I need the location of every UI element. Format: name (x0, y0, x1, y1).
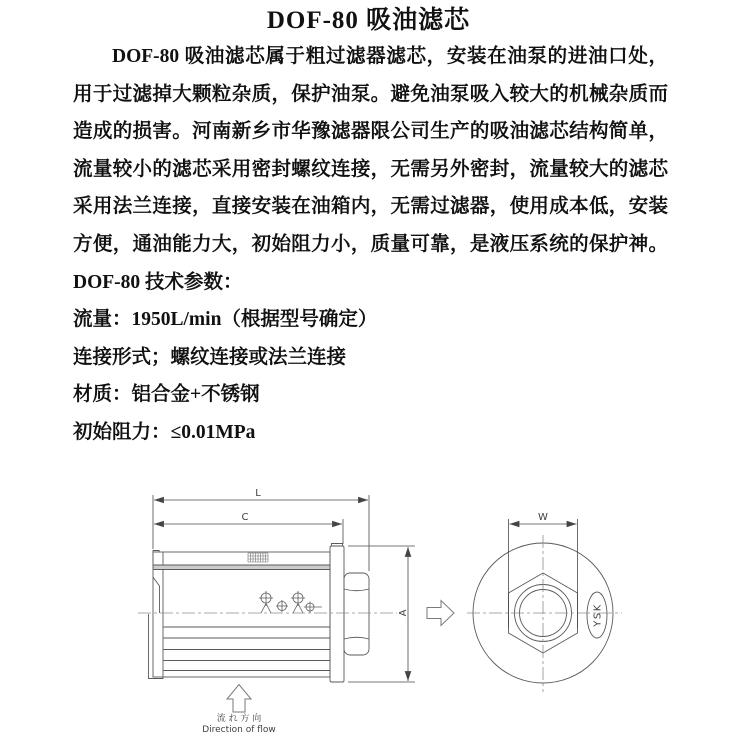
hex-nut-facet-bottom (344, 637, 369, 639)
hex-nut-side (344, 573, 369, 655)
flow-direction-arrow-icon (227, 685, 251, 713)
weld-detail-symbols (259, 591, 322, 613)
side-view (138, 544, 397, 683)
technical-drawing (0, 480, 737, 739)
paragraph-line: 方便，通油能力大，初始阻力小，质量可靠，是液压系统的保护神。 (73, 233, 668, 255)
seam-band (154, 565, 330, 570)
dimension-label-L: L (255, 488, 261, 499)
flow-direction-label-jp: 流 れ 方 向 (216, 714, 262, 724)
flow-direction (202, 685, 276, 736)
spec-line-heading: DOF-80 技术参数： (73, 271, 243, 293)
paragraph-line: 采用法兰连接，直接安装在油箱内，无需过滤器，使用成本低，安装 (73, 196, 668, 218)
left-cap-chamfer (153, 577, 160, 613)
dimension-label-W: W (538, 512, 548, 523)
spec-line-connection: 连接形式；螺纹连接或法兰连接 (73, 346, 347, 368)
dimension-L (153, 488, 369, 571)
dimension-label-A: A (398, 609, 409, 617)
paragraph-line: 用于过滤掉大颗粒杂质，保护油泵。避免油泵吸入较大的机械杂质而 (73, 83, 668, 105)
front-view (467, 535, 622, 692)
spec-line-initial-resistance: 初始阻力：≤0.01MPa (73, 421, 256, 443)
flow-direction-label-en: Direction of flow (202, 725, 276, 735)
end-flange (330, 546, 344, 682)
left-cap-foot (149, 614, 164, 679)
spec-line-flow: 流量：1950L/min（根据型号确定） (73, 309, 378, 331)
pleat-lines (164, 627, 330, 671)
body-text (0, 38, 737, 452)
paragraph-line: 造成的损害。河南新乡市华豫滤器限公司生产的吸油滤芯结构简单， (73, 121, 668, 143)
dimension-label-C: C (241, 512, 249, 523)
paragraph-line: 流量较小的滤芯采用密封螺纹连接，无需另外密封，流量较大的滤芯 (73, 158, 668, 180)
filter-body-outline (153, 552, 330, 677)
hex-nut-facet-top (344, 589, 369, 591)
logo-text: YSK (592, 603, 604, 627)
dimension-A (348, 546, 415, 682)
mesh-symbol (248, 553, 268, 562)
page-title: DOF-80 吸油滤芯 (266, 7, 471, 34)
spec-line-material: 材质：铝合金+不锈钢 (73, 384, 260, 406)
view-direction-arrow-icon (427, 601, 454, 626)
dimension-C (154, 512, 343, 544)
paragraph-line: DOF-80 吸油滤芯属于粗过滤器滤芯，安装在油泵的进油口处， (112, 46, 668, 67)
